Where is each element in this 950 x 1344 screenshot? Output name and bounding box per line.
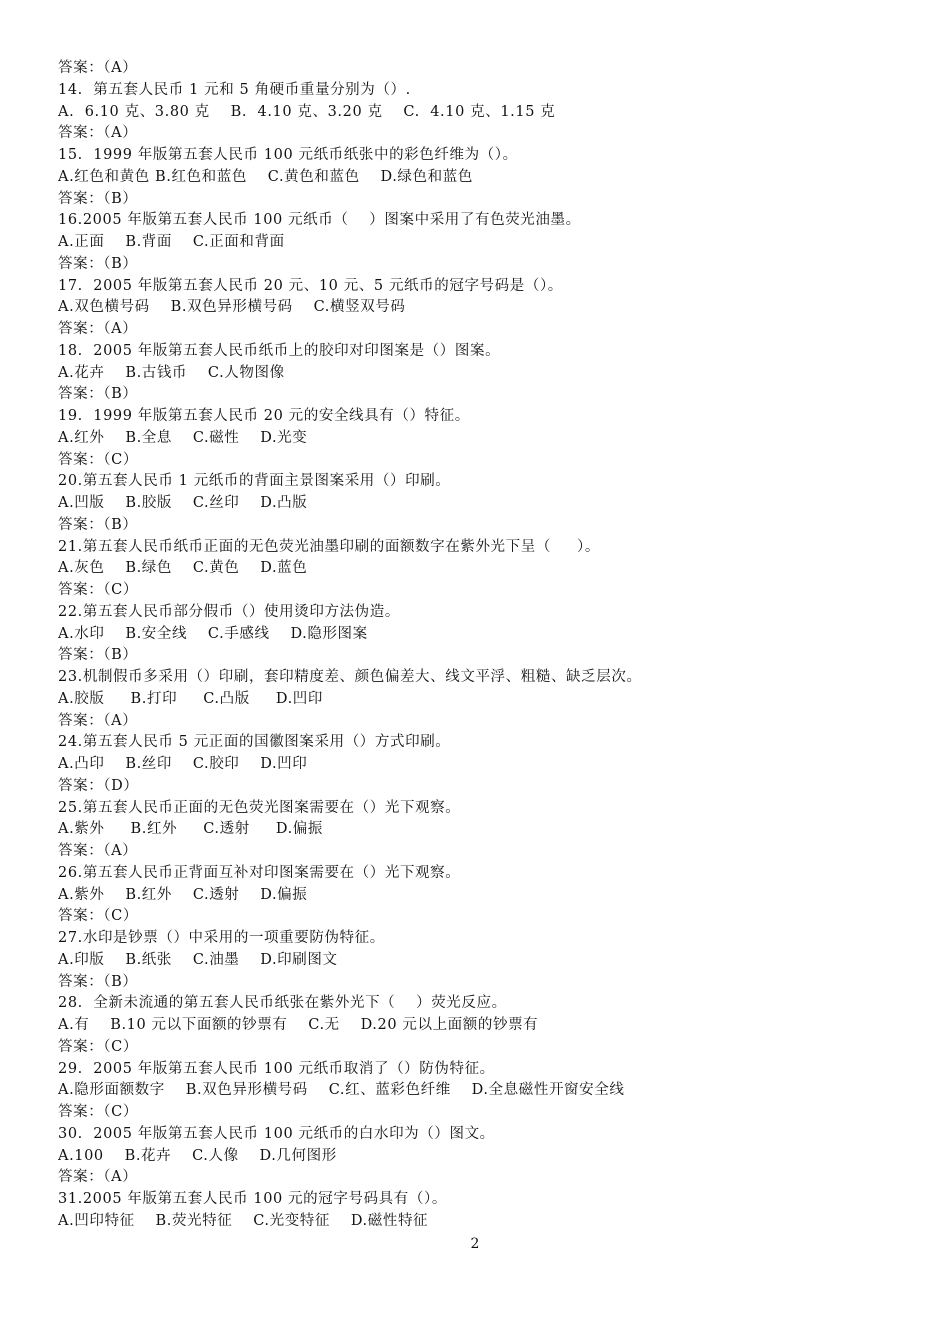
options-line: A.红外 B.全息 C.磁性 D.光变	[58, 429, 308, 446]
question-text: 19. 1999 年版第五套人民币 20 元的安全线具有（）特征。	[58, 408, 470, 424]
options-line: A.胶版 B.打印 C.凸版 D.凹印	[58, 690, 323, 707]
answer-line: 答案：（B）	[58, 386, 138, 403]
options-line: A.隐形面额数字 B.双色异形横号码 C.红、蓝彩色纤维 D.全息磁性开窗安全线	[58, 1082, 625, 1099]
options-line: A.灰色 B.绿色 C.黄色 D.蓝色	[58, 560, 308, 577]
question-text: 23.机制假币多采用（）印刷，套印精度差、颜色偏差大、线文平浮、粗糙、缺乏层次。	[58, 669, 642, 685]
options-line: A.双色横号码 B.双色异形横号码 C.横竖双号码	[58, 299, 406, 316]
question-text: 15. 1999 年版第五套人民币 100 元纸币纸张中的彩色纤维为（）。	[58, 147, 518, 163]
answer-line: 答案：（A）	[58, 1169, 138, 1186]
answer-line: 答案：（A）	[58, 125, 138, 142]
options-line: A.水印 B.安全线 C.手感线 D.隐形图案	[58, 625, 368, 642]
options-line: A.印版 B.纸张 C.油墨 D.印刷图文	[58, 951, 338, 968]
answer-line: 答案：（A）	[58, 843, 138, 859]
answer-line: 答案：（C）	[58, 1104, 138, 1120]
answer-line: 答案：（C）	[58, 451, 138, 468]
question-text: 29. 2005 年版第五套人民币 100 元纸币取消了（）防伪特征。	[58, 1060, 495, 1077]
options-line: A.有 B.10 元以下面额的钞票有 C.无 D.20 元以上面额的钞票有	[58, 1017, 539, 1033]
answer-line: 答案：（C）	[58, 1038, 138, 1055]
answer-line: 答案：（A）	[58, 712, 138, 729]
question-text: 14. 第五套人民币 1 元和 5 角硬币重量分别为（）.	[58, 81, 411, 98]
options-line: A.紫外 B.红外 C.透射 D.偏振	[58, 886, 308, 903]
question-text: 20.第五套人民币 1 元纸币的背面主景图案采用（）印刷。	[58, 473, 451, 490]
options-line: A.100 B.花卉 C.人像 D.几何图形	[58, 1147, 337, 1164]
question-list	[58, 58, 918, 1233]
answer-line: 答案：（B）	[58, 973, 138, 990]
answer-line: 答案：（C）	[58, 908, 138, 925]
page-number: 2	[470, 1236, 480, 1252]
question-text: 16.2005 年版第五套人民币 100 元纸币（ ）图案中采用了有色荧光油墨。	[58, 212, 581, 229]
question-text: 25.第五套人民币正面的无色荧光图案需要在（）光下观察。	[58, 799, 461, 816]
question-text: 21.第五套人民币纸币正面的无色荧光油墨印刷的面额数字在紫外光下呈（ ）。	[58, 538, 600, 555]
question-text: 26.第五套人民币正背面互补对印图案需要在（）光下观察。	[58, 864, 461, 881]
answer-line: 答案：（A）	[58, 60, 138, 76]
options-line: A.凸印 B.丝印 C.胶印 D.凹印	[58, 756, 308, 772]
options-line: A.红色和黄色 B.红色和蓝色 C.黄色和蓝色 D.绿色和蓝色	[58, 168, 473, 185]
options-line: A. 6.10 克、3.80 克 B. 4.10 克、3.20 克 C. 4.10 克、1.15 克	[58, 103, 556, 120]
question-text: 22.第五套人民币部分假币（）使用烫印方法伪造。	[58, 603, 400, 620]
options-line: A.花卉 B.古钱币 C.人物图像	[58, 364, 285, 381]
options-line: A.凹版 B.胶版 C.丝印 D.凸版	[58, 495, 308, 511]
question-text: 27.水印是钞票（）中采用的一项重要防伪特征。	[58, 930, 385, 946]
answer-line: 答案：（A）	[58, 321, 138, 337]
answer-line: 答案：（D）	[58, 777, 139, 794]
options-line: A.正面 B.背面 C.正面和背面	[58, 234, 285, 250]
answer-line: 答案：（B）	[58, 647, 138, 664]
answer-line: 答案：（B）	[58, 255, 138, 272]
options-line: A.凹印特征 B.荧光特征 C.光变特征 D.磁性特征	[58, 1212, 429, 1229]
question-text: 24.第五套人民币 5 元正面的国徽图案采用（）方式印刷。	[58, 734, 451, 751]
answer-line: 答案：（B）	[58, 190, 138, 207]
answer-line: 答案：（B）	[58, 516, 138, 533]
question-text: 18. 2005 年版第五套人民币纸币上的胶印对印图案是（）图案。	[58, 342, 501, 359]
question-text: 31.2005 年版第五套人民币 100 元的冠字号码具有（）。	[58, 1191, 447, 1207]
answer-line: 答案：（C）	[58, 582, 138, 598]
question-text: 28. 全新未流通的第五套人民币纸张在紫外光下（ ）荧光反应。	[58, 995, 507, 1012]
options-line: A.紫外 B.红外 C.透射 D.偏振	[58, 821, 323, 838]
question-text: 17. 2005 年版第五套人民币 20 元、10 元、5 元纸币的冠字号码是（）。	[58, 277, 563, 294]
question-text: 30. 2005 年版第五套人民币 100 元纸币的白水印为（）图文。	[58, 1125, 495, 1142]
